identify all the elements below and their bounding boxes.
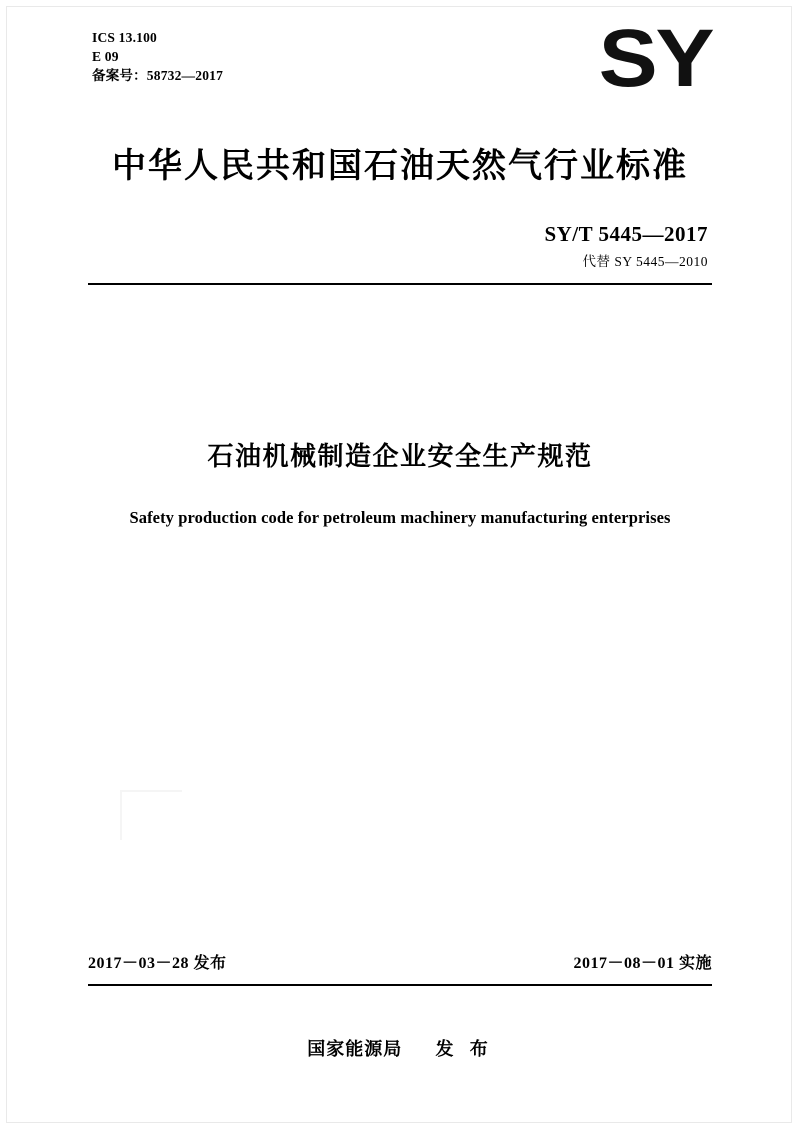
publisher-verb: 发 布 xyxy=(435,1039,493,1060)
header-divider xyxy=(88,283,712,285)
scan-artifact xyxy=(120,790,182,840)
date-row xyxy=(88,950,712,973)
ics-code: ICS 13.100 xyxy=(92,30,158,45)
record-number: 备案号：58732—2017 xyxy=(92,68,224,83)
effective-date: 2017－08－01 实施 xyxy=(573,955,712,972)
standard-replaces: 代替 SY 5445—2010 xyxy=(582,254,708,269)
issue-date: 2017－03－28 发布 xyxy=(88,955,227,972)
header-code-block xyxy=(92,28,223,85)
sy-logo: SY xyxy=(598,13,712,104)
publisher-organization: 国家能源局 xyxy=(307,1039,403,1060)
issuing-authority-title: 中华人民共和国石油天然气行业标准 xyxy=(112,146,688,186)
publisher-line xyxy=(0,1035,800,1061)
document-title-chinese: 石油机械制造企业安全生产规范 xyxy=(207,442,593,472)
document-title-english: Safety production code for petroleum machinery manufacturing enterprises xyxy=(129,508,671,527)
classification-code: E 09 xyxy=(92,49,119,64)
standard-number: SY/T 5445—2017 xyxy=(544,222,708,246)
footer-divider xyxy=(88,984,712,986)
